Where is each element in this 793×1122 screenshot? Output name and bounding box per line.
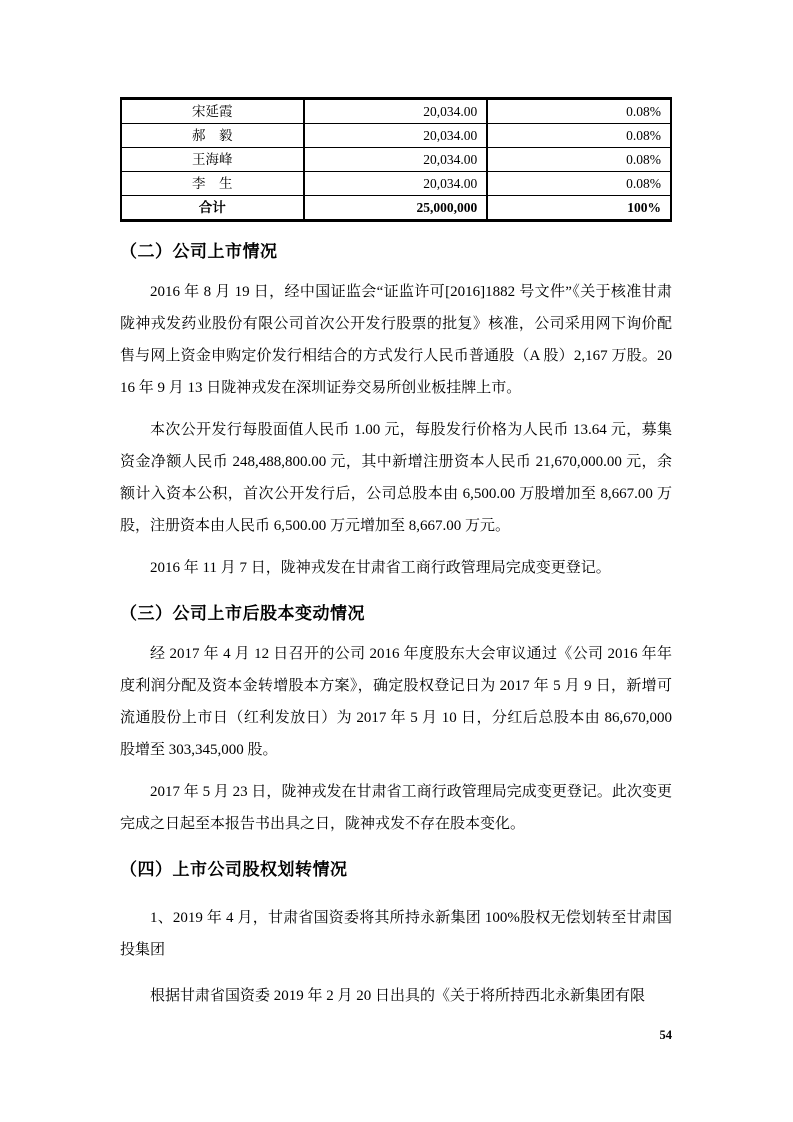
table-row xyxy=(121,148,671,172)
shareholder-name: 王海峰 xyxy=(121,148,304,172)
table-row xyxy=(121,124,671,148)
shareholder-ratio: 0.08% xyxy=(487,148,671,172)
section-heading-equity-transfer: （四）上市公司股权划转情况 xyxy=(120,860,348,879)
section-heading-share-changes: （三）公司上市后股本变动情况 xyxy=(120,604,365,623)
shareholder-ratio: 0.08% xyxy=(487,172,671,196)
paragraph-registration-2017: 2017 年 5 月 23 日，陇神戎发在甘肃省工商行政管理局完成变更登记。此次变更完成之日起至本报告书出具之日，陇神戎发不存在股本变化。 xyxy=(120,784,672,832)
paragraph-registration-2016: 2016 年 11 月 7 日，陇神戎发在甘肃省工商行政管理局完成变更登记。 xyxy=(150,560,611,576)
paragraph-transfer-basis: 根据甘肃省国资委 2019 年 2 月 20 日出具的《关于将所持西北永新集团有限 xyxy=(150,988,646,1004)
shareholder-shares: 20,034.00 xyxy=(304,99,488,124)
shareholder-shares: 20,034.00 xyxy=(304,148,488,172)
section-heading-listing: （二）公司上市情况 xyxy=(120,242,278,261)
shareholder-name: 李 生 xyxy=(121,172,304,196)
shareholder-ratio: 0.08% xyxy=(487,124,671,148)
shareholder-name: 宋延霞 xyxy=(121,99,304,124)
page-content xyxy=(120,0,672,1012)
paragraph-transfer-2019: 1、2019 年 4 月，甘肃省国资委将其所持永新集团 100%股权无偿划转至甘肃国投集团 xyxy=(120,910,672,958)
paragraph-dividend-plan: 经 2017 年 4 月 12 日召开的公司 2016 年度股东大会审议通过《公司 2016 年年度利润分配及资本金转增股本方案》，确定股权登记日为 2017 年 5 月 9 日，新增可流通股份上市日（红利发放日）为 2017 年 5 月 10 日，分红后总股本由 86,670,000 股增至 303,345,000 股。 xyxy=(120,646,672,758)
total-ratio: 100% xyxy=(487,196,671,221)
total-label: 合计 xyxy=(121,196,304,221)
shareholder-shares: 20,034.00 xyxy=(304,124,488,148)
shareholder-table xyxy=(120,97,672,222)
page-number: 54 xyxy=(659,1028,672,1042)
total-shares: 25,000,000 xyxy=(304,196,488,221)
table-total-row xyxy=(121,196,671,221)
shareholder-shares: 20,034.00 xyxy=(304,172,488,196)
paragraph-ipo-approval: 2016 年 8 月 19 日，经中国证监会“证监许可[2016]1882 号文件”《关于核准甘肃陇神戎发药业股份有限公司首次公开发行股票的批复》核准，公司采用网下询价配售与网上资金申购定价发行相结合的方式发行人民币普通股（A 股）2,167 万股。2016 年 9 月 13 日陇神戎发在深圳证券交易所创业板挂牌上市。 xyxy=(120,284,672,396)
shareholder-name: 郝 毅 xyxy=(121,124,304,148)
table-row xyxy=(121,99,671,124)
shareholder-ratio: 0.08% xyxy=(487,99,671,124)
table-row xyxy=(121,172,671,196)
paragraph-ipo-pricing: 本次公开发行每股面值人民币 1.00 元，每股发行价格为人民币 13.64 元，募集资金净额人民币 248,488,800.00 元，其中新增注册资本人民币 21,670,000.00 元，余额计入资本公积，首次公开发行后，公司总股本由 6,500.00 万股增加至 8,667.00 万股，注册资本由人民币 6,500.00 万元增加至 8,667.00 万元。 xyxy=(120,422,672,534)
